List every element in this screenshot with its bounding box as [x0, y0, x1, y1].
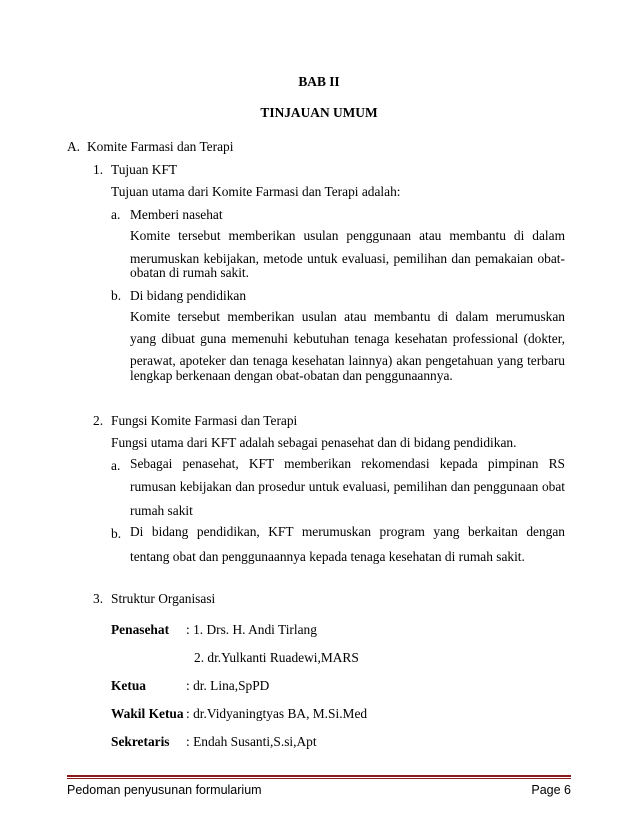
- item-2b-label: b.: [111, 526, 122, 541]
- item-1-title: Tujuan KFT: [111, 162, 178, 177]
- item-1b-line: yang dibuat guna memenuhi kebutuhan tenaga kesehatan professional (dokter,: [130, 331, 565, 346]
- item-1-label: 1.: [93, 162, 104, 177]
- item-2-intro: Fungsi utama dari KFT adalah sebagai penasehat dan di bidang pendidikan.: [111, 435, 517, 450]
- item-2a-line: rumah sakit: [130, 503, 193, 518]
- org-value: : dr. Lina,SpPD: [186, 678, 270, 693]
- item-1b-line: lengkap berkenaan dengan obat-obatan dan penggunaannya.: [130, 368, 453, 383]
- footer-title: Pedoman penyusunan formularium: [67, 783, 262, 797]
- item-1b-line: Komite tersebut memberikan usulan atau membantu di dalam merumuskan: [130, 309, 565, 324]
- item-1b-line: perawat, apoteker dan tenaga kesehatan lainnya) akan pengetahuan yang terbaru: [130, 353, 565, 368]
- page-number: Page 6: [531, 783, 571, 797]
- item-1a-label: a.: [111, 207, 121, 222]
- item-1a-title: Memberi nasehat: [130, 207, 223, 222]
- org-value: : dr.Vidyaningtyas BA, M.Si.Med: [186, 706, 368, 721]
- item-3-title: Struktur Organisasi: [111, 591, 216, 606]
- item-1a-line: Komite tersebut memberikan usulan penggunaan atau membantu di dalam: [130, 228, 565, 243]
- org-role: Penasehat: [111, 622, 170, 637]
- item-1b-label: b.: [111, 288, 122, 303]
- org-role: Ketua: [111, 678, 146, 693]
- org-role: Sekretaris: [111, 734, 170, 749]
- page-title: TINJAUAN UMUM: [260, 105, 378, 120]
- item-2a-line: rumusan kebijakan dan prosedur untuk evaluasi, pemilihan dan penggunaan obat: [130, 479, 565, 494]
- item-1a-line: obatan di rumah sakit.: [130, 265, 249, 280]
- item-1b-title: Di bidang pendidikan: [130, 288, 247, 303]
- item-2b-line: Di bidang pendidikan, KFT merumuskan program yang berkaitan dengan: [130, 524, 565, 539]
- section-a-title: Komite Farmasi dan Terapi: [87, 139, 234, 154]
- item-1-intro: Tujuan utama dari Komite Farmasi dan Terapi adalah:: [111, 184, 401, 199]
- footer-rule: [67, 778, 571, 779]
- item-2b-line: tentang obat dan penggunaannya kepada tenaga kesehatan di rumah sakit.: [130, 549, 525, 564]
- org-value: : Endah Susanti,S.si,Apt: [186, 734, 317, 749]
- item-1a-line: merumuskan kebijakan, metode untuk evaluasi, pemilihan dan pemakaian obat-: [130, 251, 565, 266]
- item-2-label: 2.: [93, 413, 104, 428]
- item-2a-line: Sebagai penasehat, KFT memberikan rekomendasi kepada pimpinan RS: [130, 456, 565, 471]
- org-value: 2. dr.Yulkanti Ruadewi,MARS: [194, 650, 359, 665]
- item-2a-label: a.: [111, 458, 121, 473]
- item-2-title: Fungsi Komite Farmasi dan Terapi: [111, 413, 298, 428]
- chapter-heading: BAB II: [298, 74, 340, 89]
- section-a-label: A.: [67, 139, 81, 154]
- org-value: : 1. Drs. H. Andi Tirlang: [186, 622, 317, 637]
- item-3-label: 3.: [93, 591, 104, 606]
- org-role: Wakil Ketua: [111, 706, 184, 721]
- footer-rule: [67, 775, 571, 777]
